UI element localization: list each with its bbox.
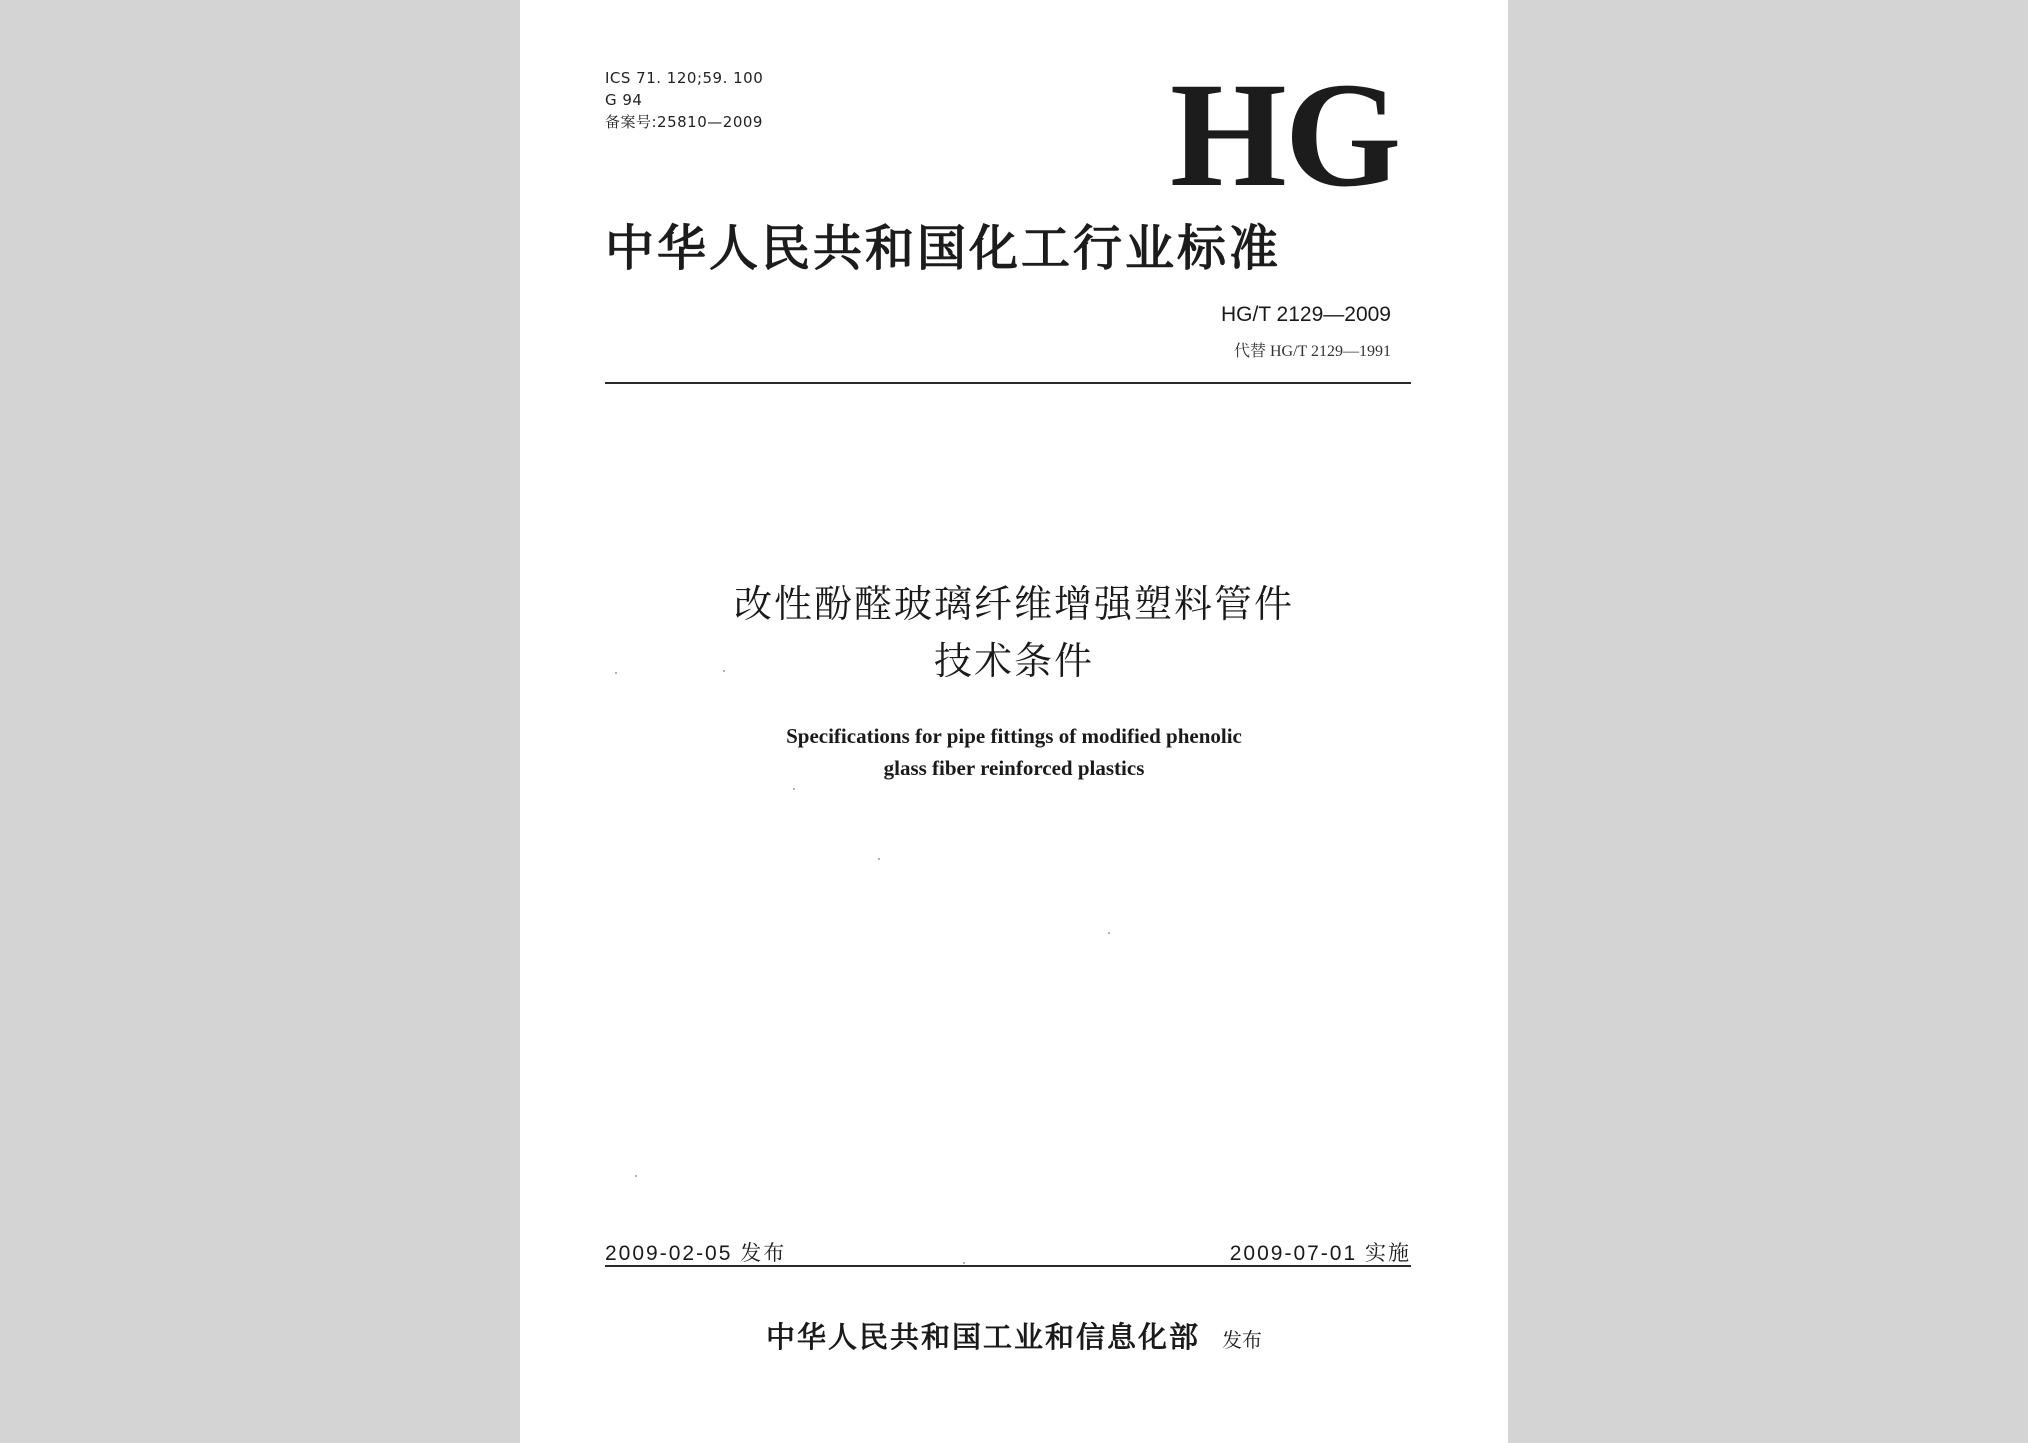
english-title-line2: glass fiber reinforced plastics bbox=[883, 756, 1145, 780]
scan-speck bbox=[615, 672, 617, 674]
scan-speck bbox=[723, 670, 725, 672]
document-page bbox=[520, 0, 1508, 1443]
scan-speck bbox=[1108, 932, 1110, 934]
chinese-title-line1: 改性酚醛玻璃纤维增强塑料管件 bbox=[733, 582, 1294, 626]
classification-block bbox=[605, 67, 763, 133]
standard-category-title: 中华人民共和国化工行业标准 bbox=[605, 219, 1282, 277]
publisher-name: 中华人民共和国工业和信息化部 bbox=[765, 1320, 1200, 1354]
header-divider bbox=[605, 382, 1411, 384]
replaced-standard: 代替 HG/T 2129—1991 bbox=[1233, 343, 1391, 360]
footer-divider bbox=[605, 1265, 1411, 1267]
ccs-code: G 94 bbox=[605, 91, 643, 109]
scan-speck bbox=[878, 858, 880, 860]
standard-number: HG/T 2129—2009 bbox=[1220, 303, 1391, 326]
issue-date: 2009-02-05 发布 bbox=[605, 1242, 787, 1265]
publisher-line bbox=[520, 1315, 1508, 1356]
scan-speck bbox=[635, 1175, 637, 1177]
scan-speck bbox=[793, 788, 795, 790]
ics-code: ICS 71. 120;59. 100 bbox=[605, 69, 764, 87]
english-title-line1: Specifications for pipe fittings of modified phenolic bbox=[786, 724, 1242, 748]
effective-date: 2009-07-01 实施 bbox=[1229, 1242, 1411, 1265]
publisher-action: 发布 bbox=[1222, 1328, 1262, 1352]
hg-logo: HG bbox=[1170, 52, 1400, 218]
filing-number: 备案号:25810—2009 bbox=[605, 113, 763, 131]
scan-speck bbox=[963, 1262, 965, 1264]
chinese-title-line2: 技术条件 bbox=[933, 639, 1094, 683]
